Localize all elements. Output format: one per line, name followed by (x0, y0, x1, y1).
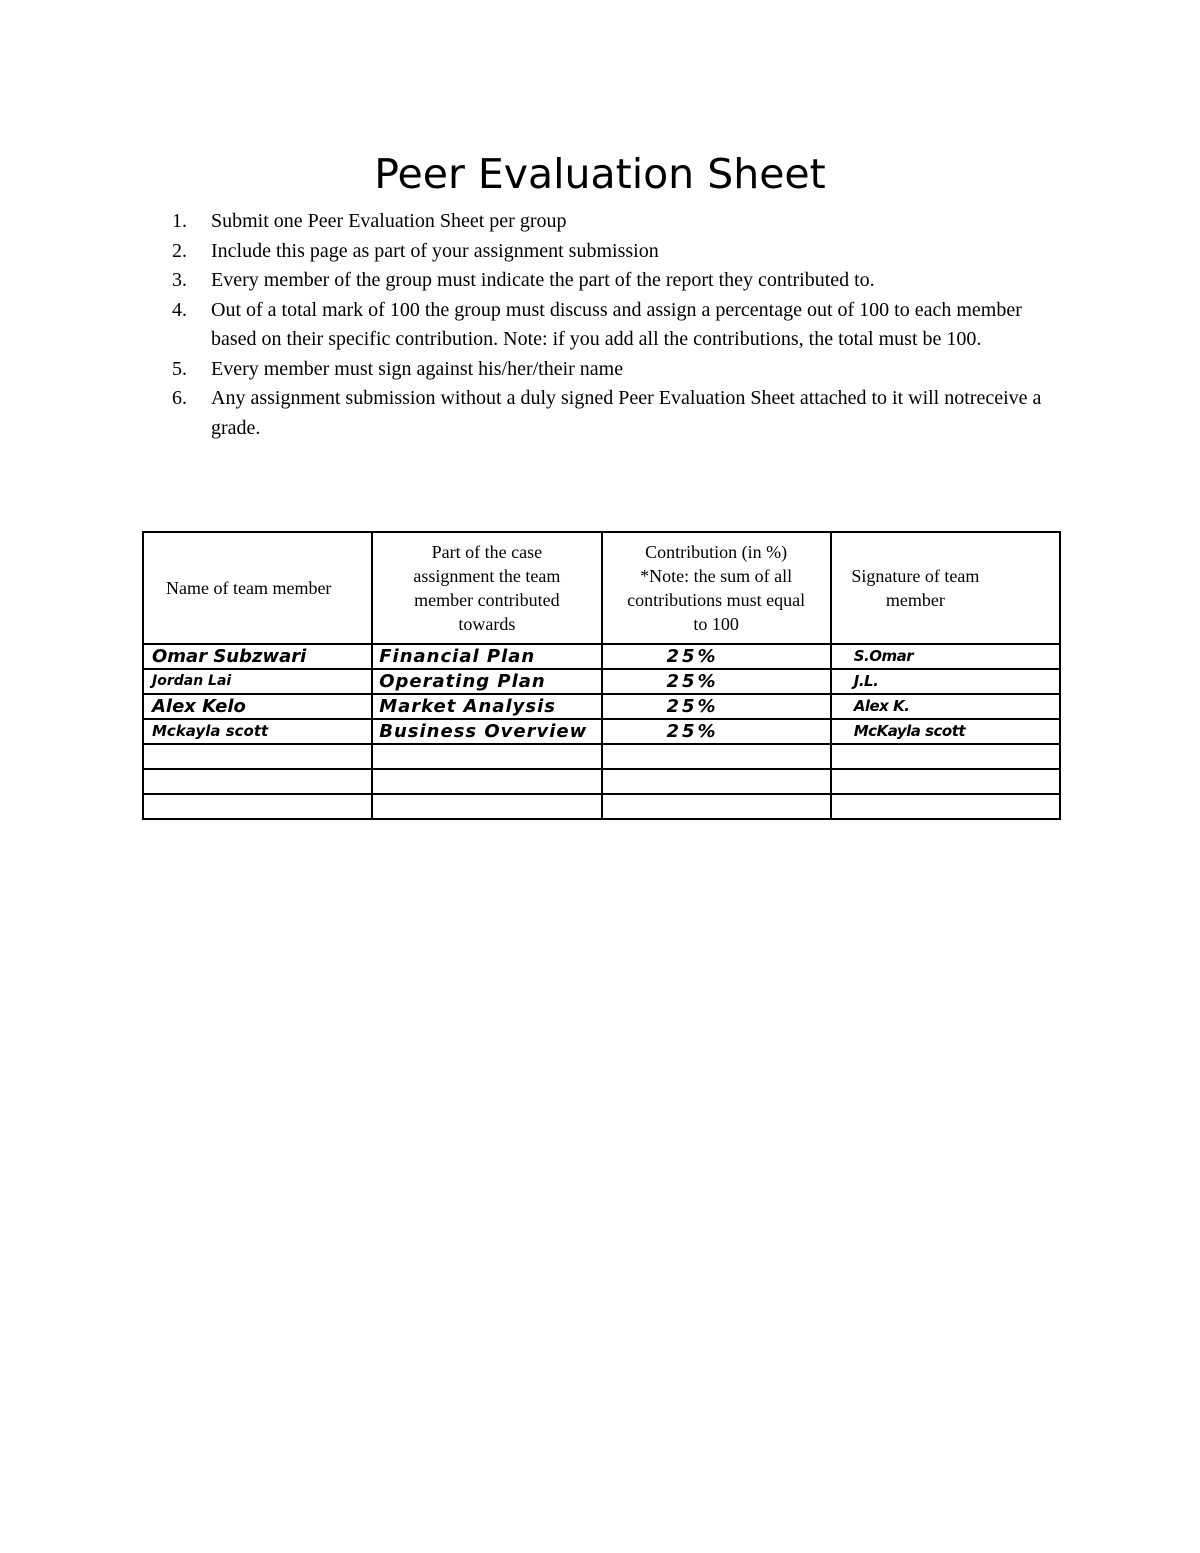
header-name: Name of team member (143, 532, 372, 644)
instruction-item (172, 266, 1072, 296)
member-signature-cell (831, 744, 1060, 769)
instruction-item (172, 384, 1072, 443)
table-row (143, 694, 1060, 719)
member-part-cell: Operating Plan (372, 669, 601, 694)
member-part-cell: Market Analysis (372, 694, 601, 719)
instruction-number: 2. (172, 239, 187, 262)
page-title: Peer Evaluation Sheet (374, 150, 826, 198)
member-name-cell: Jordan Lai (143, 669, 372, 694)
table-row (143, 769, 1060, 794)
member-signature-cell: Alex K. (831, 694, 1060, 719)
instruction-item (172, 296, 1072, 355)
table-row (143, 669, 1060, 694)
member-contribution-cell: 25% (602, 719, 831, 744)
instruction-text: Every member must sign against his/her/their name (211, 357, 624, 380)
instructions-list (172, 207, 1072, 443)
member-name-cell (143, 744, 372, 769)
member-name-cell: Alex Kelo (143, 694, 372, 719)
member-part-cell (372, 794, 601, 819)
instruction-text: Every member of the group must indicate the part of the report they contributed to. (211, 269, 875, 291)
table-row (143, 794, 1060, 819)
instruction-number: 4. (172, 298, 187, 321)
member-signature-cell: McKayla scott (831, 719, 1060, 744)
member-name-cell: Omar Subzwari (143, 644, 372, 669)
member-part-cell: Business Overview (372, 719, 601, 744)
header-contribution: Contribution (in %) *Note: the sum of all contributions must equal to 100 (602, 532, 831, 644)
instruction-text: Submit one Peer Evaluation Sheet per group (211, 210, 567, 232)
instruction-item (172, 237, 1072, 267)
instruction-number: 1. (172, 210, 187, 232)
peer-evaluation-table (142, 531, 1061, 820)
table-header (143, 532, 1060, 644)
member-signature-cell (831, 769, 1060, 794)
member-name-cell (143, 769, 372, 794)
member-name-cell: Mckayla scott (143, 719, 372, 744)
instruction-number: 5. (172, 357, 187, 380)
header-part: Part of the case assignment the team member contributed towards (372, 532, 601, 644)
table-row (143, 644, 1060, 669)
table-row (143, 744, 1060, 769)
member-contribution-cell: 25% (602, 694, 831, 719)
member-contribution-cell: 25% (602, 644, 831, 669)
instruction-item (172, 207, 1072, 237)
member-name-cell (143, 794, 372, 819)
instruction-number: 6. (172, 387, 187, 409)
member-contribution-cell: 25% (602, 669, 831, 694)
member-signature-cell (831, 794, 1060, 819)
instruction-item (172, 355, 1072, 385)
member-part-cell: Financial Plan (372, 644, 601, 669)
member-signature-cell: S.Omar (831, 644, 1060, 669)
header-signature: Signature of team member (831, 532, 1060, 644)
header-row (143, 532, 1060, 644)
table-row (143, 719, 1060, 744)
instruction-number: 3. (172, 269, 187, 291)
member-signature-cell: J.L. (831, 669, 1060, 694)
table-body (143, 644, 1060, 819)
member-contribution-cell (602, 794, 831, 819)
member-part-cell (372, 769, 601, 794)
instruction-text: Include this page as part of your assignment submission (211, 239, 659, 262)
member-contribution-cell (602, 744, 831, 769)
member-contribution-cell (602, 769, 831, 794)
instruction-text: Out of a total mark of 100 the group must discuss and assign a percentage out of 100 to each member based on their specific contribution. Note: if you add all the contributions, the total must be 100. (211, 298, 1022, 350)
member-part-cell (372, 744, 601, 769)
instruction-text: Any assignment submission without a duly signed Peer Evaluation Sheet attached to it will notreceive a grade. (211, 387, 1042, 439)
